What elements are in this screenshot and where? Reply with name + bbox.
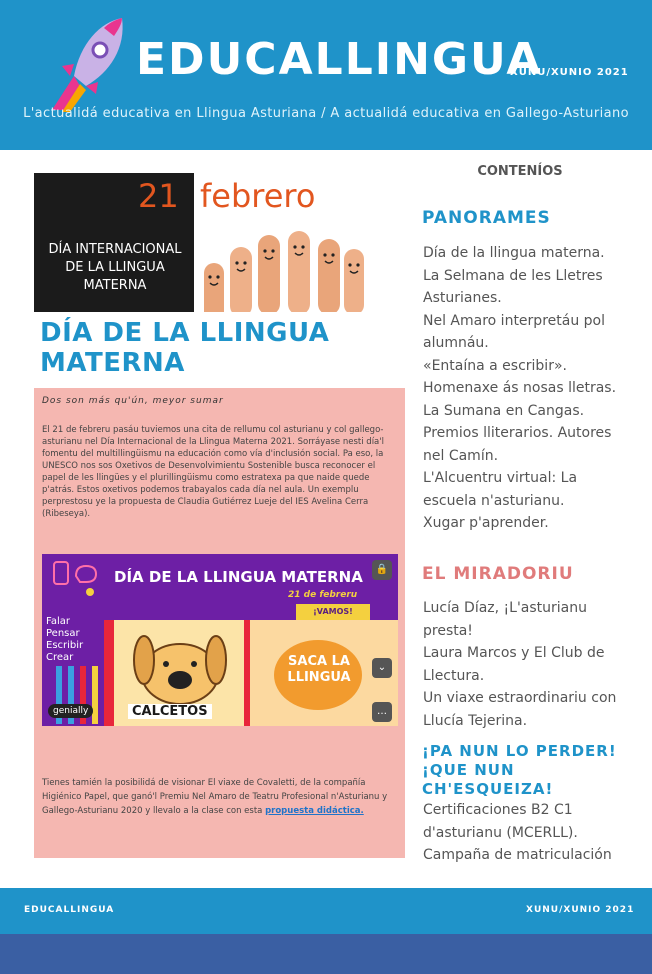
lock-icon[interactable]: 🔒 bbox=[372, 560, 392, 580]
genially-word: Pensar bbox=[46, 628, 80, 639]
toc-item[interactable]: Certificaciones B2 C1 bbox=[423, 802, 573, 818]
hero-title-line: MATERNA bbox=[83, 278, 147, 293]
dog-face-icon bbox=[130, 630, 230, 706]
genially-title: DÍA DE LA LLINGUA MATERNA bbox=[114, 568, 363, 586]
section-perder-title-line: ¡PA NUN LO PERDER! bbox=[422, 742, 617, 760]
panorames-list bbox=[423, 242, 628, 535]
genially-word: Escribir bbox=[46, 640, 84, 651]
more-icon[interactable]: … bbox=[372, 702, 392, 722]
issue-date: XUNU/XUNIO 2021 bbox=[510, 67, 629, 78]
toc-item[interactable]: presta! bbox=[423, 622, 473, 639]
toc-item[interactable]: Nel Amaro interpretáu pol bbox=[423, 312, 605, 329]
contents-heading: CONTENÍOS bbox=[477, 164, 563, 179]
footer-issue: XUNU/XUNIO 2021 bbox=[526, 905, 635, 915]
article-subtitle: Dos son más qu'ún, meyor sumar bbox=[42, 396, 224, 406]
speech-bubble-line: SACA LA bbox=[288, 654, 350, 669]
article-title bbox=[40, 318, 380, 378]
article-body-second bbox=[42, 776, 398, 818]
toc-item[interactable]: La Selmana de les Lletres bbox=[423, 267, 603, 284]
footer-brand: EDUCALLINGUA bbox=[24, 905, 115, 915]
footer bbox=[0, 888, 652, 934]
perder-list bbox=[423, 799, 628, 867]
chevron-down-icon[interactable]: ⌄ bbox=[372, 658, 392, 678]
toc-item[interactable]: Día de la llingua materna. bbox=[423, 245, 605, 261]
toc-item[interactable]: escuela n'asturianu. bbox=[423, 492, 565, 509]
toc-item[interactable]: Premios lliterarios. Autores bbox=[423, 425, 612, 441]
genially-dog-name: CALCETOS bbox=[128, 704, 212, 719]
speech-bubble-text bbox=[282, 654, 356, 686]
section-perder-title-line: CH'ESQUEIZA! bbox=[422, 780, 554, 798]
article-title-line: MATERNA bbox=[40, 348, 185, 378]
genially-word-list bbox=[46, 616, 83, 664]
toc-item[interactable]: Laura Marcos y El Club de bbox=[423, 645, 605, 661]
toc-item[interactable]: L'Alcuentru virtual: La bbox=[423, 470, 578, 486]
article-box bbox=[34, 388, 405, 858]
section-miradoriu-title: EL MIRADORIU bbox=[422, 564, 574, 584]
toc-item[interactable]: nel Camín. bbox=[423, 447, 499, 464]
genially-logo[interactable]: genially bbox=[48, 704, 93, 718]
hero-title-line: DE LA LLINGUA bbox=[65, 260, 165, 275]
hero-image bbox=[34, 173, 370, 312]
rocket-icon bbox=[40, 14, 130, 114]
speech-bubble-line: LLINGUA bbox=[287, 670, 351, 685]
toc-item[interactable]: Campaña de matriculación bbox=[423, 847, 612, 863]
genially-word: Falar bbox=[46, 616, 70, 627]
article-body-second-text: Tienes tamién la posibilidá de visionar El viaxe de Covaletti, de la compañía Higiénico Papel, que ganó'l Premiu Nel Amaro de Teatru Profesional n'Asturianu y Gallego-Asturianu 2020 y llevalo a la clase con esta bbox=[42, 778, 388, 816]
toc-item[interactable]: «Entaína a escribir». bbox=[423, 357, 567, 374]
brand-title: EDUCALLINGUA bbox=[136, 34, 543, 85]
toc-item[interactable]: d'asturianu (MCERLL). bbox=[423, 824, 578, 841]
section-perder-title bbox=[422, 742, 617, 799]
hero-month: febrero bbox=[200, 177, 316, 215]
genially-vamos-button[interactable]: ¡VAMOS! bbox=[296, 604, 370, 620]
finger-faces-illustration bbox=[196, 221, 370, 312]
toc-item[interactable]: Llucía Tejerina. bbox=[423, 712, 528, 729]
didactic-proposal-link[interactable]: propuesta didáctica. bbox=[265, 806, 364, 816]
toc-item[interactable]: Homenaxe ás nosas lletras. bbox=[423, 380, 617, 396]
section-panorames-title: PANORAMES bbox=[422, 208, 551, 228]
toc-item[interactable]: Asturianes. bbox=[423, 290, 502, 306]
miradoriu-list bbox=[423, 597, 628, 732]
bottom-strip bbox=[0, 934, 652, 974]
article-body: El 21 de febreru pasáu tuviemos una cita de rellumu col asturianu y col gallego-asturianu nel Día Internacional de la Llingua Materna 2021. Sorráyase nesti día'l fomentu del multillingüismu na educación como vía d'inclusión social. Pa eso, la UNESCO nos sos Oxetivos de Desenvolvimientu Sostenible busca reconocer el papel de les llingües y el plurillingüismu como estratexa pa que naide quede p'atrás. Estos oxetivos podemos trabayalos cada día nel aula. Un exemplu perprestosu ye la propuesta de Claudia Gutiérrez Lueje del IES Avelina Cerra (Ribeseya). bbox=[42, 425, 384, 519]
hero-title bbox=[40, 241, 190, 295]
section-perder-title-line: ¡QUE NUN bbox=[422, 761, 515, 779]
toc-item[interactable]: Xugar p'aprender. bbox=[423, 515, 549, 531]
toc-item[interactable]: Un viaxe estraordinariu con bbox=[423, 690, 617, 706]
tagline: L'actualidá educativa en Llingua Asturiana / A actualidá educativa en Gallego-Asturiano bbox=[23, 106, 629, 121]
genially-embed[interactable] bbox=[42, 554, 398, 726]
genially-date: 21 de febreru bbox=[288, 590, 358, 600]
article-title-line: DÍA DE LA LLINGUA bbox=[40, 318, 330, 348]
hero-day: 21 bbox=[138, 177, 179, 215]
hero-title-line: DÍA INTERNACIONAL bbox=[48, 242, 182, 257]
toc-item[interactable]: alumnáu. bbox=[423, 335, 489, 351]
genially-word: Crear bbox=[46, 652, 74, 663]
toc-item[interactable]: Llectura. bbox=[423, 667, 485, 684]
toc-item[interactable]: Lucía Díaz, ¡L'asturianu bbox=[423, 600, 588, 616]
header bbox=[0, 0, 652, 150]
phone-cloud-icon bbox=[50, 558, 100, 598]
toc-item[interactable]: La Sumana en Cangas. bbox=[423, 402, 585, 419]
